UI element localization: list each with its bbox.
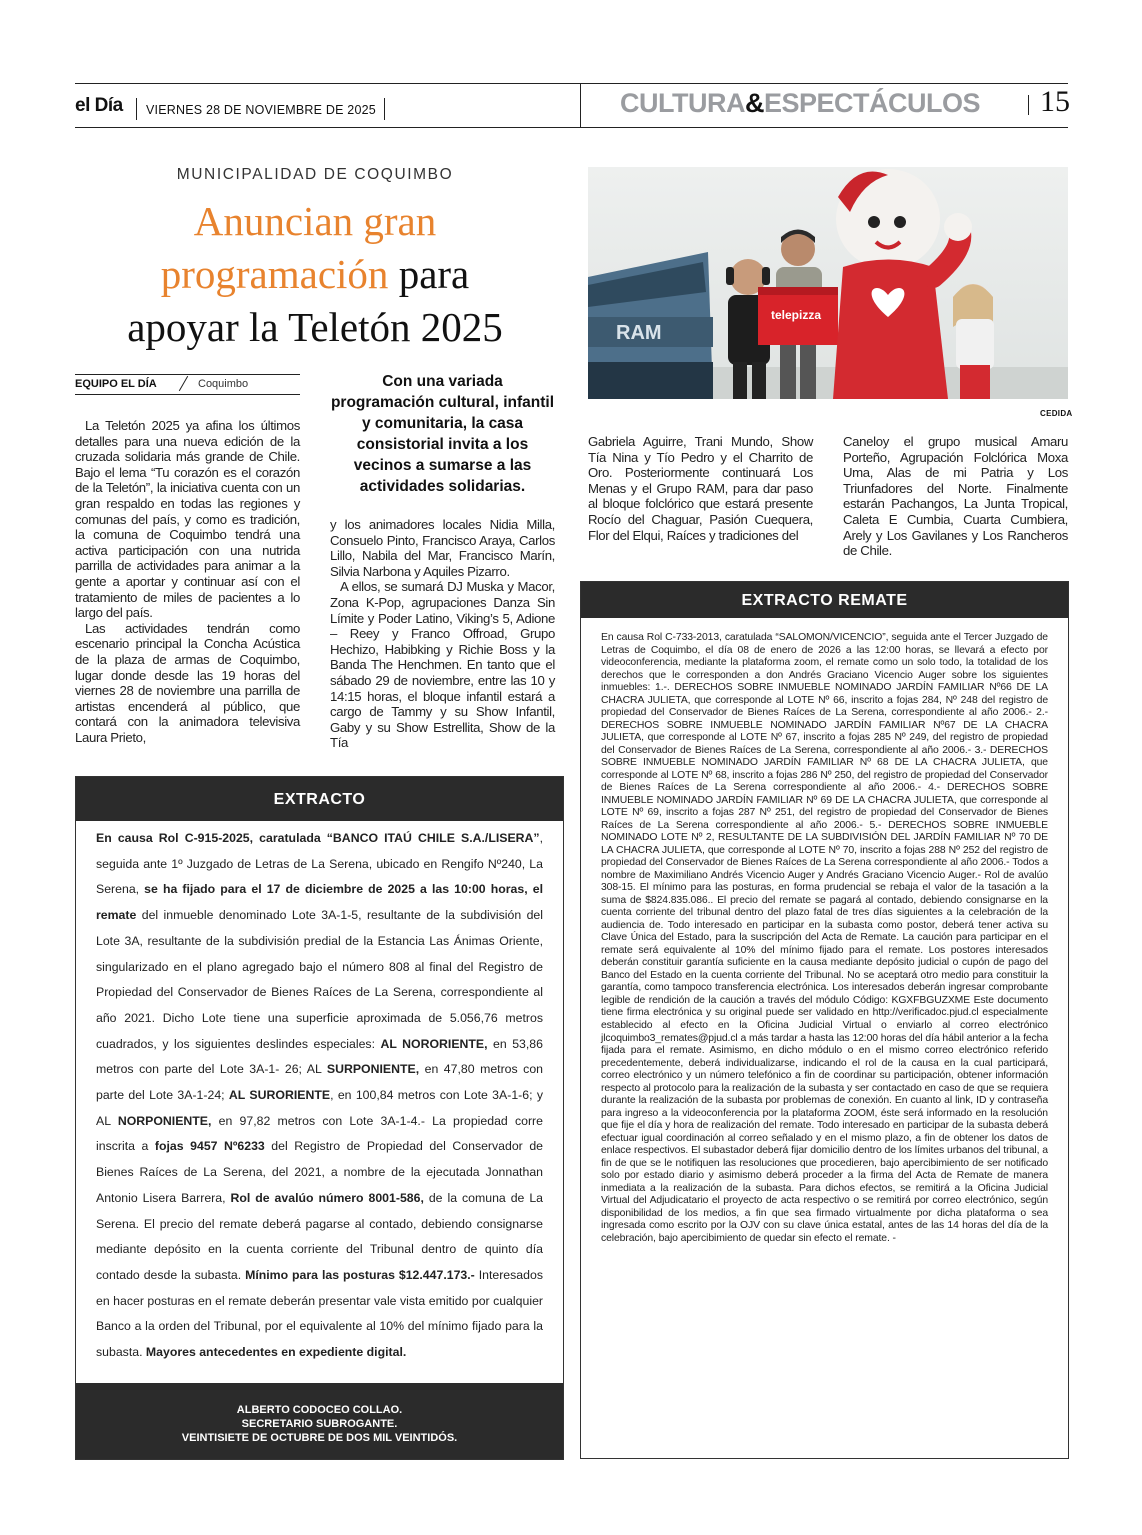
byline-location: Coquimbo — [198, 378, 249, 390]
header-divider — [1028, 95, 1029, 115]
svg-text:RAM: RAM — [616, 322, 662, 344]
header-bottom-rule — [75, 127, 1068, 128]
extracto-remate-text: En causa Rol C-733-2013, caratulada “SALOMON/VICENCIO”, seguida ante el Tercer Juzgado de Letras de Coquimbo, el día 08 de enero de 2026 a las 12:00 horas, se llevará a efecto por videoconferencia, mediante la plataforma zoom, el remate como un solo todo, la totalidad de los derechos que le corresponden a don Andrés Graciano Vicencio Auger sobre los siguientes inmuebles: 1.-. DERECHOS SOBRE INMUEBLE NOMINADO JARDÍN FAMILIAR Nº66 DE LA CHACRA JULIETA, que corresponde al LOTE Nº 66, inscrito a fojas 284, Nº 248 del registro de propiedad del Conservador de Bienes Raíces de La Serena, correspondiente al año 2006.- 2.- DERECHOS SOBRE INMUEBLE NOMINADO JARDÍN FAMILIAR Nº67 DE LA CHACRA JULIETA, que corresponde al LOTE Nº 67, inscrito a fojas 285 Nº 249, del registro de propiedad del Conservador de Bienes Raíces de La Serena, correspondiente al año 2006.- 3.- DERECHOS SOBRE INMUEBLE NOMINADO JARDÍN FAMILIAR Nº 68 DE LA CHACRA JULIETA, que corresponde al LOTE Nº 68, inscrito a fojas 286 Nº 250, del registro de propiedad del Conservador de Bienes Raíces de La Serena correspondiente al año 2006.- 4.- DERECHOS SOBRE INMUEBLE NOMINADO JARDÍN FAMILIAR Nº 69 DE LA CHACRA JULIETA, que corresponde al LOTE Nº 69, inscrito a fojas 287 Nº 251, del registro de propiedad del Conservador de Bienes Raíces de La Serena correspondiente al año 2006.- 5.- DERECHOS SOBRE INMUEBLE NOMINADO LOTE Nº 2, RESULTANTE DE LA SUBDIVISIÓN DEL JARDÍN FAMILIAR Nº 70 DE LA CHACRA JULIETA, que corresponde al LOTE Nº 70, inscrito a fojas 288 Nº 252 del registro de propiedad del Conservador de Bienes Raíces de La Serena correspondiente al año 2006.- Todos a nombre de Maximiliano Andrés Vicencio Auger y Andrés Graciano Vicencio Auger.- Rol de avalúo 308-15. El mínimo para las posturas, en forma prudencial se rebaja el valor de la tasación a la suma de $824.835.086.. El precio del remate se pagará al contado, debiendo consignarse en la cuenta corriente del tribunal dentro del plazo fatal de tres días siguientes a la celebración de la audiencia de. Todo interesado en participar en la subasta como postor, deberá tener activa su Clave Única del Estado, para la suscripción del Acta de Remate. La caución para participar en el remate será equivalente al 10% del mínimo fijado para el remate. Los postores interesados deberán constituir garantía suficiente en la causa mediante depósito judicial o cupón de pago del Banco del Estado en la cuenta corriente del Tribunal. No se aceptará otro medio para constituir la garantía, como tampoco transferencia electrónica. Los interesados deberán ingresar comprobante legible de rendición de la caución a través del módulo Código: KGXFBGUZXME Este documento tiene firma electrónica y su original puede ser validado en http://verificadoc.pjud.cl especialmente establecido al efecto en la Oficina Judicial Virtual o enviarlo al correo electrónico jlcoquimbo3_remates@pjud.cl a más tardar a hasta las 12:00 horas del día hábil anterior a la fecha fijada para el remate. Asimismo, en dicho módulo o en el mismo correo electrónico referido precedentemente, deberá individualizarse, indicando el rol de la causa en la cual participará, correo electrónico y un número telefónico a fin de coordinar su participación, obtener información respecto al protocolo para la realización de la subasta y ser contactado en caso de que se requiera durante la realización de la subasta por problemas de conexión. En cuanto al link, ID y contraseña para ingreso a la videoconferencia por la plataforma ZOOM, éste será informado en la resolución que fije el día y hora de realización del remate. Todo interesado en participar de la subasta deberá efectuar igual coordinación al correo señalado y en el mismo plazo, a fin de obtener los datos de enlace respectivos. El subastador deberá fijar domicilio dentro de los límites urbanos del tribunal, a fin de que se le notifiquen las resoluciones que procedieren, bajo apercibimiento de ser notificado solo por estado diario y asimismo deberá proceder a la firma del Acta de Remate de manera inmediata a la realización de la subasta. Para dichos efectos, se remitirá a la Oficina Judicial Virtual del Adjudicatario el proyecto de acta respectivo o se remitirá por correo electrónico, según disponibilidad de los medios, a fin que sea firmado virtualmente por dicha plataforma o sea ingresada como escrito por la OJV con su clave única estatal, antes de las 14 horas del día de la celebración, bajo apercibimiento de quedar sin efecto el remate. - — [601, 632, 1048, 1244]
article-column-2 — [330, 517, 555, 751]
extracto-remate-box — [580, 581, 1069, 1459]
byline-rule — [75, 374, 300, 375]
header-divider — [384, 98, 385, 120]
article-column-1 — [75, 418, 300, 745]
photo-credit: CEDIDA — [1040, 409, 1073, 418]
header-divider — [136, 98, 137, 120]
byline: EQUIPO EL DÍA — [75, 378, 157, 390]
article-column-3 — [588, 434, 813, 543]
article-column-4 — [843, 434, 1068, 559]
signature-name: ALBERTO CODOCEO COLLAO. — [236, 1404, 403, 1416]
paragraph: Gabriela Aguirre, Trani Mundo, Show Tía Nina y Tío Pedro y el Charrito de Oro. Posteriormente continuará Los Menas y el Grupo RAM, para dar paso al bloque folclórico que estará presente Rocío del Chaguar, Pasión Cuequera, Flor del Elqui, Raíces y tradiciones del — [588, 434, 813, 543]
section-title: CULTURA&ESPECTÁCULOS — [620, 88, 981, 118]
newspaper-logo: el Día — [75, 95, 123, 116]
article-kicker: MUNICIPALIDAD DE COQUIMBO — [176, 166, 454, 183]
paragraph: A ellos, se sumará DJ Muska y Macor, Zona K-Pop, agrupaciones Danza Sin Límite y Poder Latino, Viking’s 5, Adione – Reey y Franco Offroad, Grupo Hechizo, Habibking y Richie Boss y la Banda The Henchmen. En tanto que el sábado 29 de noviembre, entre las 10 y 14:15 horas, el bloque infantil estará a cargo de Tammy y su Show Infantil, Gaby y su Show Estrellita, Show de la Tía — [330, 579, 555, 751]
svg-text:telepizza: telepizza — [771, 308, 822, 322]
signature-date: VEINTISIETE DE OCTUBRE DE DOS MIL VEINTIDÓS. — [181, 1432, 458, 1444]
page-number: 15 — [1040, 85, 1070, 118]
byline-rule — [75, 394, 300, 395]
photo-illustration — [588, 167, 1068, 399]
article-lede: Con una variada programación cultural, infantil y comunitaria, la casa consistorial invita a los vecinos a sumarse a las actividades solidarias. — [330, 373, 555, 495]
article-headline: Anuncian gran programación para apoyar la Teletón 2025 — [127, 198, 503, 350]
header-divider — [580, 83, 581, 127]
byline-slash — [179, 376, 188, 391]
issue-date: VIERNES 28 DE NOVIEMBRE DE 2025 — [146, 103, 376, 117]
extracto-signature — [76, 1383, 563, 1459]
top-rule — [75, 83, 1068, 84]
paragraph: La Teletón 2025 ya afina los últimos detalles para una nueva edición de la cruzada solidaria más grande de Chile. Bajo el lema “Tu corazón es el corazón de la Teletón”, la iniciativa cuenta con un gran respaldo en todas las regiones y comunas del país, y como es tradición, la comuna de Coquimbo tendrá una activa participación con una nutrida parrilla de actividades para animar a la gente a aportar y continuar así con el tratamiento de miles de pacientes a lo largo del país. — [75, 418, 300, 621]
extracto-box — [75, 776, 564, 1460]
paragraph: y los animadores locales Nidia Milla, Consuelo Pinto, Francisco Araya, Carlos Lillo, Nabila del Mar, Francisco Marín, Silvia Narbona y Aquiles Pizarro. — [330, 517, 555, 579]
extracto-remate-title: EXTRACTO REMATE — [581, 582, 1068, 618]
paragraph: Caneloy el grupo musical Amaru Porteño, Agrupación Folclórica Moxa Uma, Alas de mi Patria y Los Triunfadores del Norte. Finalmente estarán Pachangos, La Junta Tropical, Caleta E Cumbia, Cuarta Cumbiera, Arely y Los Gavilanes y Los Rancheros de Chile. — [843, 434, 1068, 559]
extracto-text: En causa Rol C-915-2025, caratulada “BANCO ITAÚ CHILE S.A./LISERA”, seguida ante 1º Juzgado de Letras de La Serena, ubicado en Rengifo Nº240, La Serena, se ha fijado para el 17 de diciembre de 2025 a las 10:00 horas, el remate del inmueble denominado Lote 3A-1-5, resultante de la subdivisión del Lote 3A, resultante de la subdivisión predial de la Estancia Las Ánimas Oriente, singularizado en el plano agregado bajo el número 808 al final del Registro de Propiedad del Conservador de Bienes Raíces de La Serena, correspondiente al año 2021. Dicho Lote tiene una superficie aproximada de 5.056,76 metros cuadrados, y los siguientes deslindes especiales: AL NORORIENTE, en 53,86 metros con parte del Lote 3A-1- 26; AL SURPONIENTE, en 47,80 metros con parte del Lote 3A-1-24; AL SURORIENTE, en 100,84 metros con Lote 3A-1-6; y AL NORPONIENTE, en 97,82 metros con Lote 3A-1-4.- La propiedad corre inscrita a fojas 9457 Nº6233 del Registro de Propiedad del Conservador de Bienes Raíces de La Serena, del 2021, a nombre de la ejecutada Jonnathan Antonio Lisera Barrera, Rol de avalúo número 8001-586, de la comuna de La Serena. El precio del remate deberá pagarse al contado, debiendo consignarse mediante depósito en la cuenta corriente del Tribunal dentro de quinto día contado desde la subasta. Mínimo para las posturas $12.447.173.- Interesados en hacer posturas en el remate deberán presentar vale vista emitido por cualquier Banco a la orden del Tribunal, por el equivalente al 10% del mínimo fijado para la subasta. Mayores antecedentes en expediente digital. — [96, 831, 544, 1360]
signature-role: SECRETARIO SUBROGANTE. — [241, 1418, 398, 1430]
article-photo — [588, 167, 1068, 399]
paragraph: Las actividades tendrán como escenario principal la Concha Acústica de la plaza de armas de Coquimbo, lugar donde desde las 19 horas del viernes 28 de noviembre una parrilla de artistas encenderá al público, que contará con la animadora televisiva Laura Prieto, — [75, 620, 300, 745]
extracto-title: EXTRACTO — [76, 777, 563, 821]
